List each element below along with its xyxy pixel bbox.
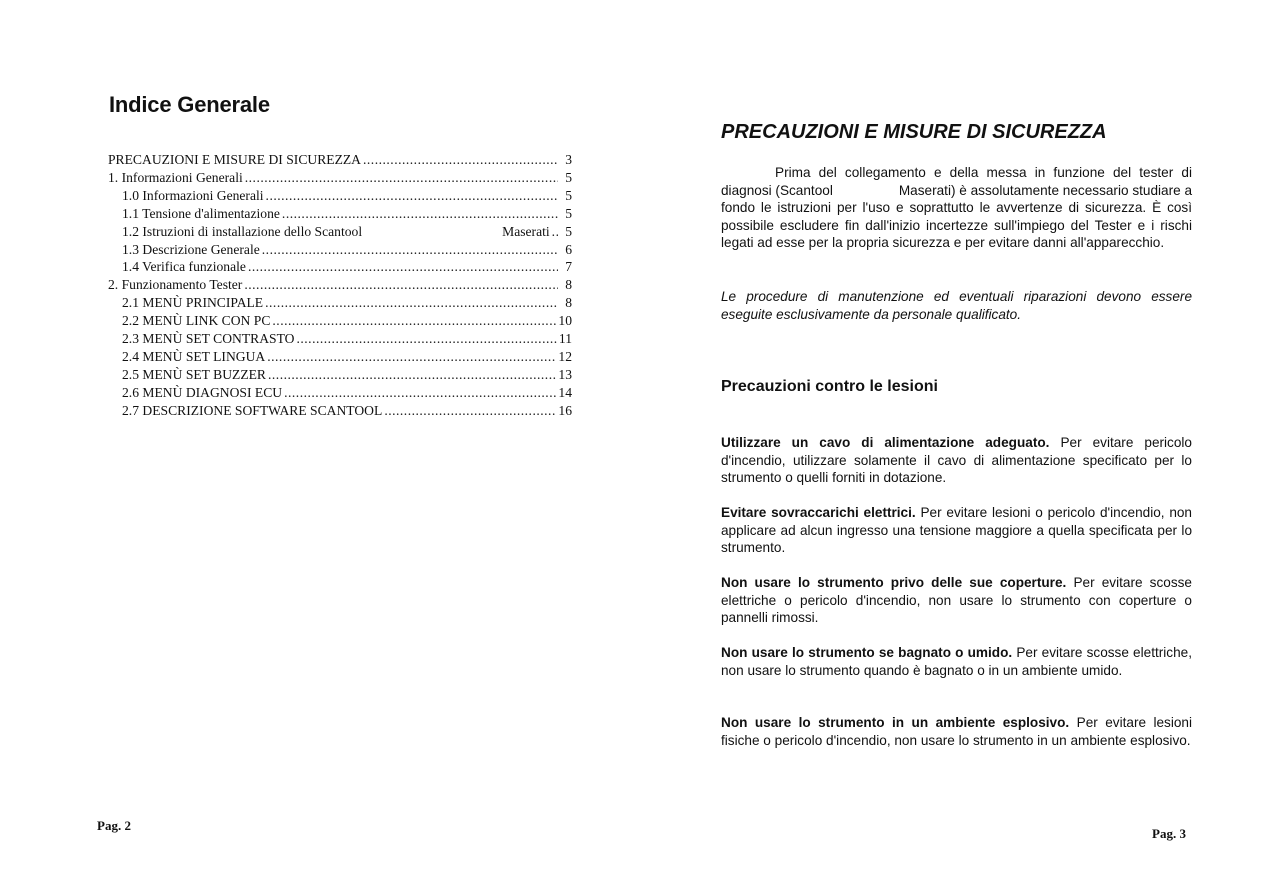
toc-entry-page: 5 (565, 187, 572, 203)
precaution-heading: Non usare lo strumento in un ambiente esplosivo. (721, 715, 1070, 730)
toc-entry-page: 5 (565, 169, 572, 185)
toc-entry-label: 1.0 Informazioni Generali (122, 187, 264, 203)
intro-text-b: Maserati) è assolutamente necessario studiare a fondo le istruzioni per l'uso e soprattutto le avvertenze di sicurezza. È così possibile escludere fin dall'inizio incertezze sull'impiego del Tester e i rischi legati ad esse per la propria sicurezza e per evitare danni all'apparecchio. (721, 182, 1193, 251)
left-page (0, 0, 632, 880)
toc-entry-label: 1. Informazioni Generali (108, 169, 243, 185)
precaution-item (721, 574, 1192, 627)
toc-dot-leader (245, 169, 558, 187)
toc-entry (108, 402, 572, 420)
toc-entry-label: 1.4 Verifica funzionale (122, 259, 246, 275)
toc-entry-page: 16 (558, 402, 572, 418)
subsection-title: Precauzioni contro le lesioni (721, 378, 938, 395)
toc-entry-label: 1.1 Tensione d'alimentazione (122, 205, 280, 221)
toc-dot-leader (262, 241, 558, 259)
toc-dot-leader (282, 205, 558, 223)
toc-entry-label: 2.2 MENÙ LINK CON PC (122, 313, 271, 329)
toc-entry-label: 2.1 MENÙ PRINCIPALE (122, 295, 264, 311)
toc-entry (108, 276, 572, 294)
precaution-item (721, 714, 1192, 749)
toc-entry-label: 2.3 MENÙ SET CONTRASTO (122, 331, 295, 347)
toc-entry-page: 13 (558, 366, 572, 382)
precaution-item (721, 434, 1192, 487)
toc-dot-leader (384, 402, 556, 420)
precaution-heading: Evitare sovraccarichi elettrici. (721, 505, 916, 520)
toc-entry (108, 223, 572, 241)
toc-entry-page: 6 (565, 241, 572, 257)
toc-entry (108, 241, 572, 259)
precaution-text: Per evitare lesioni o pericolo d'incendio, non applicare ad alcun ingresso una tensione maggiore a quella specificata per lo strumento. (721, 505, 1192, 556)
precaution-text: Per evitare lesioni fisiche o pericolo d'incendio, non usare lo strumento in un ambiente esplosivo. (721, 715, 1193, 748)
toc-entry (108, 348, 572, 366)
precaution-item (721, 504, 1192, 557)
toc-entry-label: 1.2 Istruzioni di installazione dello Scantool (122, 223, 363, 239)
toc-dot-leader (363, 151, 558, 169)
maintenance-note: Le procedure di manutenzione ed eventuali riparazioni devono essere eseguite esclusivamente da personale qualificato. (721, 289, 1192, 322)
toc-entry-label: 2.5 MENÙ SET BUZZER (122, 366, 266, 382)
toc-entry-page: 11 (558, 331, 572, 347)
toc-dot-leader (284, 384, 556, 402)
toc-entry-page: 8 (565, 295, 572, 311)
precaution-heading: Non usare lo strumento se bagnato o umido. (721, 645, 1013, 660)
toc-dot-leader (265, 294, 558, 312)
precaution-text: Per evitare scosse elettriche o pericolo d'incendio, non usare lo strumento con coperture o pannelli rimossi. (721, 575, 1192, 626)
toc-entry (108, 294, 572, 312)
toc-entry-label: 2.6 MENÙ DIAGNOSI ECU (122, 384, 283, 400)
precaution-text: Per evitare scosse elettriche, non usare lo strumento quando è bagnato o in un ambiente umido. (721, 645, 1192, 678)
table-of-contents (108, 151, 572, 420)
toc-dot-leader (296, 330, 556, 348)
precaution-text: Per evitare pericolo d'incendio, utilizzare solamente il cavo di alimentazione specificato per lo strumento o quelli forniti in dotazione. (721, 435, 1192, 486)
toc-entry (108, 187, 572, 205)
right-page (632, 0, 1265, 880)
toc-entry-page: 5 (565, 223, 572, 239)
toc-entry-page: 5 (565, 205, 572, 221)
toc-entry-label: 2.4 MENÙ SET LINGUA (122, 348, 266, 364)
toc-dot-leader (552, 223, 558, 241)
precaution-heading: Utilizzare un cavo di alimentazione adeguato. (721, 435, 1050, 450)
toc-entry (108, 169, 572, 187)
index-title: Indice Generale (109, 92, 270, 117)
toc-entry-label: 1.3 Descrizione Generale (122, 241, 260, 257)
toc-entry-label: 2. Funzionamento Tester (108, 277, 243, 293)
toc-entry (108, 330, 572, 348)
toc-dot-leader (267, 348, 556, 366)
intro-text-a: Prima del collegamento e della messa in funzione del tester di diagnosi (Scantool (721, 165, 1192, 198)
toc-dot-leader (268, 366, 556, 384)
toc-dot-leader (272, 312, 556, 330)
toc-entry-extra: Maserati (502, 223, 550, 239)
toc-entry (108, 366, 572, 384)
toc-dot-leader (248, 258, 558, 276)
toc-entry-page: 7 (565, 259, 572, 275)
toc-entry-page: 12 (558, 348, 572, 364)
intro-paragraph (721, 164, 1192, 252)
page-number-right: Pag. 3 (1152, 826, 1186, 841)
toc-entry-page: 14 (558, 384, 572, 400)
toc-entry (108, 205, 572, 223)
toc-entry (108, 312, 572, 330)
section-title: PRECAUZIONI E MISURE DI SICUREZZA (721, 121, 1107, 143)
toc-entry-page: 8 (565, 277, 572, 293)
toc-entry-page: 10 (558, 313, 572, 329)
toc-entry-page: 3 (565, 152, 572, 167)
toc-entry (108, 151, 572, 169)
toc-dot-leader (266, 187, 558, 205)
precaution-item (721, 644, 1192, 679)
toc-entry (108, 384, 572, 402)
toc-entry (108, 258, 572, 276)
precaution-heading: Non usare lo strumento privo delle sue coperture. (721, 575, 1067, 590)
toc-entry-label: PRECAUZIONI E MISURE DI SICUREZZA (108, 152, 361, 167)
page-number-left: Pag. 2 (97, 818, 131, 833)
toc-dot-leader (244, 276, 558, 294)
toc-entry-label: 2.7 DESCRIZIONE SOFTWARE SCANTOOL (122, 402, 383, 418)
